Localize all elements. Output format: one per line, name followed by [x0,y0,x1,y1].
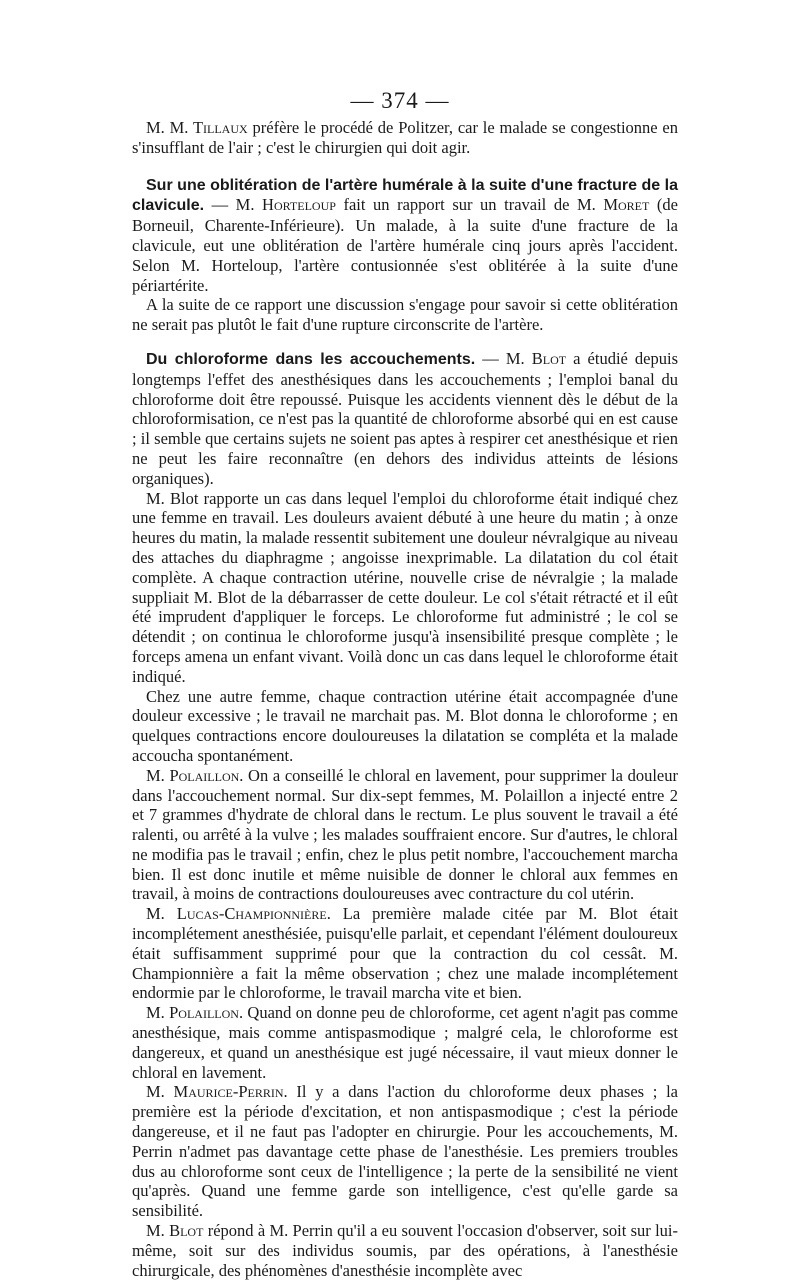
author-name: Moret [603,195,650,215]
paragraph-polaillon: M. Polaillon. On a conseillé le chloral en lavement, pour supprimer la douleur dans l'accouchement normal. Sur dix-sept femmes, M. Polaillon a injecté entre 2 et 7 grammes d'hydrate de chloral dans le rectum. Le plus souvent le travail a été ralenti, ou arrêté à la vulve ; les malades souffraient encore. Sur d'autres, le chloral ne modifia pas le travail ; enfin, chez le plus petit nombre, l'accouchement marcha bien. Il est donc inutile et même nuisible de donner le chloral aux femmes en travail, à moins de contractions douloureuses avec contracture du col utérin. [132,765,679,904]
author-name: Lucas-Championnière [176,904,327,924]
section-heading: Sur une oblitération de l'artère humérale à la suite d'une fracture de la clavicule. [132,176,678,215]
paragraph-maurice-perrin: M. Maurice-Perrin. Il y a dans l'action du chloroforme deux phases ; la première est la période d'excitation, et non antispasmodique ; c'est la période dangereuse, et il ne faut pas l'adopter en chirurgie. Pour les accouchements, M. Perrin n'admet pas davantage cette phase de l'anesthésie. Les premiers troubles dus au chloroforme sont ceux de l'intelligence ; la perte de la sensibilité ne vient qu'après. Quand une femme garde son intelligence, c'est qu'elle garde sa sensibilité. [132,1082,679,1221]
author-name: Maurice-Perrin [173,1082,284,1102]
author-name: Horteloup [262,195,336,215]
body-text [132,118,678,1280]
section-heading: Du chloroforme dans les accouchements. [146,350,476,368]
paragraph: M. Blot rapporte un cas dans lequel l'emploi du chloroforme était indiqué chez une femme en travail. Les douleurs avaient débuté à une heure du matin ; à onze heures du matin, la malade ressentit subitement une douleur névralgique au niveau des attaches du diaphragme ; angoisse inexprimable. La dilatation du col était complète. A chaque contraction utérine, nouvelle crise de névralgie ; la malade suppliait M. Blot de la débarrasser de cette douleur. Le col s'était rétracté et il eût été imprudent d'appliquer le forceps. Le chloroforme fut administré ; le col se détendit ; on continua le chloroforme jusqu'à insensibilité presque complète ; le forceps amena un enfant vivant. Voilà donc un cas dans lequel le chloroforme était indiqué. [132,488,678,686]
page-number: — 374 — [350,88,450,113]
author-name: Blot [169,1221,204,1241]
paragraph-chloroforme: Du chloroforme dans les accouchements. — M. Blot a étudié depuis longtemps l'effet des anesthésiques dans les accouchements ; l'emploi banal du chloroforme doit être repoussé. Puisque les accidents viennent dès le début de la chloroformisation, ce n'est pas la quantité de chloroforme absorbé qui en est cause ; il semble que certains sujets ne soient pas aptes à respirer cet anesthésique et rien ne peut les faire reconnaître (en dehors des individus atteints de lésions organiques). [132,348,679,488]
paragraph-humerale: Sur une oblitération de l'artère humérale à la suite d'une fracture de la clavicule. — M. Horteloup fait un rapport sur un travail de M. Moret (de Borneuil, Charente-Inférieure). Un malade, à la suite d'une fracture de la clavicule, eut une oblitération de l'artère humérale cinq jours après l'accident. Selon M. Horteloup, l'artère contusionnée s'est oblitérée à la suite d'une périartérite. [132,176,678,295]
paragraph: A la suite de ce rapport une discussion s'engage pour savoir si cette oblitération ne serait pas plutôt le fait d'une rupture circonscrite de l'artère. [132,295,678,335]
author-name: Blot [531,348,567,368]
author-name: Polaillon [169,1003,239,1023]
author-name: Polaillon [169,765,240,785]
paragraph-lucas-championniere: M. Lucas-Championnière. La première malade citée par M. Blot était incomplétement anesthésiée, puisqu'elle parlait, et cependant l'élément douloureux était suffisamment supprimé pour que la contraction du col cessât. M. Championnière a fait la même observation ; chez une malade incomplétement endormie par le chloroforme, le travail marcha vite et bien. [132,904,679,1003]
paragraph-blot: M. Blot répond à M. Perrin qu'il a eu souvent l'occasion d'observer, soit sur lui-même, soit sur des individus soumis, par des opérations, à l'anesthésie chirurgicale, des phénomènes d'anesthésie incomplète avec [132,1221,679,1280]
paragraph-polaillon-2: M. Polaillon. Quand on donne peu de chloroforme, cet agent n'agit pas comme anesthésique, mais comme antispasmodique ; malgré cela, le chloroforme est dangereux, et quand un anesthésique est jugé nécessaire, il vaut mieux donner le chloral en lavement. [132,1003,679,1082]
paragraph-tillaux: M. M. Tillaux préfère le procédé de Politzer, car le malade se congestionne en s'insufflant de l'air ; c'est le chirurgien qui doit agir. [132,118,678,157]
author-name: M. Tillaux [169,118,248,137]
paragraph: Chez une autre femme, chaque contraction utérine était accompagnée d'une douleur excessive ; le travail ne marchait pas. M. Blot donna le chloroforme ; en quelques contractions encore douloureuses la dilatation se compléta et la malade accoucha spontanément. [132,686,678,765]
